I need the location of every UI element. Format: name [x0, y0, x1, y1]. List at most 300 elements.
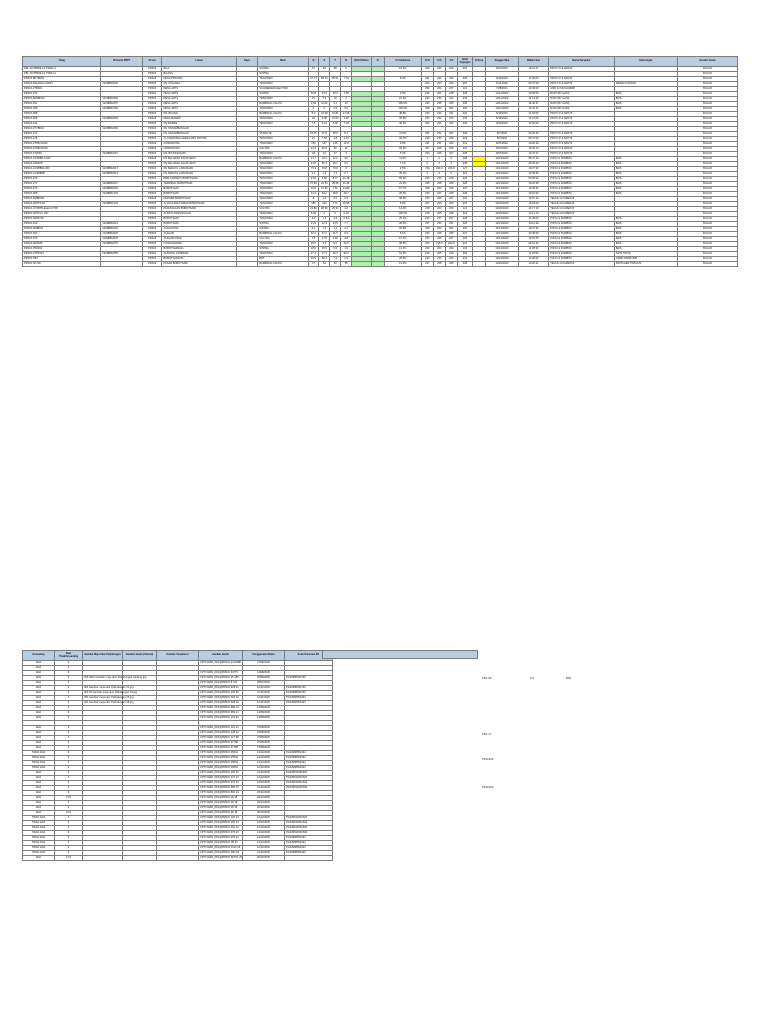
table-cell: 222	[433, 207, 445, 212]
table-cell: 88	[330, 67, 341, 72]
table-cell: RUDI (BY HANI)	[549, 97, 614, 102]
table-cell: 0	[55, 836, 83, 841]
table-cell: 230	[421, 232, 433, 237]
table-cell: 0	[433, 157, 445, 162]
table-cell: 14.7%	[384, 237, 421, 242]
table-cell: 9.6	[341, 157, 352, 162]
table-cell: BULAN	[677, 147, 737, 152]
table-cell: PRSOI-CO38B0B	[23, 172, 101, 177]
table-cell: 27.38	[308, 182, 319, 187]
table-cell: 234	[421, 237, 433, 242]
table-cell: RUDI (BY HANI)	[549, 102, 614, 107]
table-cell: TRAFINDO	[258, 122, 308, 127]
table-cell: GD38802003	[101, 237, 142, 242]
table-cell	[83, 856, 123, 861]
table-cell: 8/27/2020	[486, 67, 519, 72]
table-cell: 221	[457, 147, 472, 152]
table-cell: 8.77	[330, 177, 341, 182]
table-cell: 190	[319, 202, 330, 207]
table-cell: CPTI KEBJ_IR\4@PRSOI 190 23	[199, 816, 243, 821]
table-cell: DS. PESAMBANGAN	[162, 127, 236, 132]
table-cell: PRSOI	[142, 112, 162, 117]
table-cell: TEGUH & FAREIS B	[549, 197, 614, 202]
table-cell: BOBOTSARI	[162, 222, 236, 227]
table-cell: GD38802029	[101, 187, 142, 192]
table-cell: TLAGAB	[162, 232, 236, 237]
table-cell: SINTRA	[258, 67, 308, 72]
table-cell: 27/08/2020	[243, 736, 285, 741]
table-cell: 70.0	[330, 167, 341, 172]
table-cell: 10:47:17	[518, 152, 549, 157]
table-cell: 28.1%	[384, 147, 421, 152]
table-cell: PIPJU & RURBINI	[549, 222, 614, 227]
table-cell: PRSOI	[142, 197, 162, 202]
table-cell: BULAN	[677, 212, 737, 217]
table-cell: IDX 02 Gambar meja ukur Pelindungan 01.jpg	[84, 691, 138, 695]
table-cell: PRSOI	[142, 187, 162, 192]
table-cell: 10:45:09	[518, 87, 549, 92]
table-cell: 0.08	[330, 122, 341, 127]
table-cell: BULAN	[677, 202, 737, 207]
table-cell: 228	[457, 182, 472, 187]
table-cell: 24.53	[319, 182, 330, 187]
table-cell: PRSOI-190	[23, 222, 101, 227]
table-cell: PRSOI	[142, 257, 162, 262]
column-header: % Unbalance	[384, 57, 421, 67]
table-cell: 14.36	[319, 187, 330, 192]
table-cell: BULAN	[677, 197, 737, 202]
table-cell: PRSOI	[142, 157, 162, 162]
table-cell: 0	[319, 107, 330, 112]
table-cell: 148	[330, 142, 341, 147]
gardu-measurement-table	[22, 56, 738, 267]
table-cell: 0	[55, 741, 83, 746]
table-cell: 0	[55, 681, 83, 686]
table-cell: 36.0	[341, 252, 352, 257]
table-cell: 12/12/2020	[243, 781, 285, 786]
table-cell: 85.44	[319, 77, 330, 82]
table-cell: 221	[457, 207, 472, 212]
table-cell: 1.1	[330, 172, 341, 177]
side-note: KBL-03	[482, 676, 492, 680]
table-cell: 228	[433, 262, 445, 267]
table-cell: 28.3%	[384, 192, 421, 197]
table-cell: PRSOI-276	[23, 187, 101, 192]
table-cell: DS SERAYU LARANGAN	[162, 167, 236, 172]
table-cell: 221	[433, 92, 445, 97]
table-cell: 10:07:10	[518, 197, 549, 202]
table-cell: CPTI KEBJ_IR\4@PRSOI 08 18	[199, 811, 243, 816]
column-header: R	[308, 57, 319, 67]
table-cell: 50.1	[319, 162, 330, 167]
table-cell: 0	[55, 736, 83, 741]
table-cell: 236	[421, 92, 433, 97]
table-cell: 8	[341, 167, 352, 172]
table-cell: 0	[55, 766, 83, 771]
table-cell: BULAN	[677, 242, 737, 247]
table-cell: TRAFINDO	[258, 77, 308, 82]
side-note: PDN/103	[482, 785, 494, 789]
table-cell: 228	[457, 132, 472, 137]
table-cell: BOBOTSARI	[162, 192, 236, 197]
table-cell: 11:27:09	[518, 117, 549, 122]
table-cell: PRSOI-FTRB 01002	[23, 142, 101, 147]
table-cell: 0	[55, 776, 83, 781]
table-cell: ADA	[23, 736, 55, 741]
table-cell: 47	[308, 262, 319, 267]
table-cell: 8/27/2020	[486, 142, 519, 147]
column-header: Gambar Gardu (Ukuran)	[123, 651, 157, 661]
table-cell: 13.82	[341, 187, 352, 192]
table-cell: TRAFINDO	[258, 97, 308, 102]
table-cell: 0	[55, 846, 83, 851]
table-cell: 18	[330, 97, 341, 102]
table-cell: 0	[55, 666, 83, 671]
table-cell: PRSOI-TB3	[23, 257, 101, 262]
table-cell: TRAFINDO	[258, 172, 308, 177]
table-cell: 186	[308, 202, 319, 207]
table-cell: CPTI KEBJ_IR\4@PRSOI 18 18	[199, 796, 243, 801]
table-cell: 26.1%	[384, 217, 421, 222]
table-cell: 231	[457, 87, 472, 92]
table-cell: ADA	[23, 686, 55, 691]
table-cell: ADA	[23, 741, 55, 746]
table-cell: 222	[421, 82, 433, 87]
table-cell: SINTRA	[258, 92, 308, 97]
table-cell: 12:40:37	[518, 102, 549, 107]
table-cell: 18.6	[308, 247, 319, 252]
table-cell	[123, 856, 157, 861]
table-cell: 228	[445, 182, 457, 187]
table-cell: 0.5%	[384, 142, 421, 147]
table-cell: 226	[457, 122, 472, 127]
table-cell: BULAN	[677, 252, 737, 257]
table-cell: JL RAYA PANUNGGAN	[162, 212, 236, 217]
table-cell: 218	[445, 177, 457, 182]
table-cell: 57.7%	[384, 187, 421, 192]
table-cell: PRSOI	[142, 77, 162, 82]
table-cell: PRSOI-076	[23, 237, 101, 242]
table-cell: 0	[330, 212, 341, 217]
table-cell: 231	[445, 107, 457, 112]
table-cell: 16	[308, 117, 319, 122]
table-cell: CPTI KEBJ_IR\4@PRSOI 128 22	[199, 731, 243, 736]
table-cell: 38.6%	[384, 197, 421, 202]
table-cell: 227	[445, 197, 457, 202]
table-cell: PRSOI	[142, 67, 162, 72]
table-cell: CPTI KEBJ_IR\4@PRSOI 127 88	[199, 736, 243, 741]
table-cell: 298	[457, 157, 472, 162]
table-cell: 14:13:00	[518, 97, 549, 102]
table-cell: PIPJU & RURBINI	[549, 167, 614, 172]
table-cell: 0	[55, 791, 83, 796]
table-cell: 0	[319, 212, 330, 217]
table-cell: CPTI KEBJ_IR\4@PRSOI 05064	[199, 756, 243, 761]
table-cell	[101, 262, 142, 267]
table-cell: 229	[421, 187, 433, 192]
table-cell: GD38802000	[101, 97, 142, 102]
table-cell: 233	[433, 177, 445, 182]
table-cell: 48.0	[330, 132, 341, 137]
table-cell: PRIYO P & ARIF B	[549, 142, 614, 147]
table-cell: CPTI KEBJ_IR\4@PRSOI 123 21	[199, 726, 243, 731]
table-cell: TRAFINDO	[258, 152, 308, 157]
column-header: % Drop	[473, 57, 486, 67]
table-cell: 3.1	[308, 172, 319, 177]
table-cell: 228	[445, 192, 457, 197]
table-cell: 11:40:09	[518, 122, 549, 127]
table-cell: TRAFINDO	[258, 197, 308, 202]
table-cell: 6.38	[319, 117, 330, 122]
table-cell: 11:49:05	[518, 77, 549, 82]
table-cell: PG23951163C841	[285, 776, 333, 781]
table-cell: 48.8%	[384, 112, 421, 117]
table-cell: 233	[433, 97, 445, 102]
table-cell: 51.45	[308, 132, 319, 137]
table-cell: 13.5	[330, 222, 341, 227]
table-cell: GD38802020	[101, 232, 142, 237]
table-cell: TIDAK ADA	[23, 761, 55, 766]
table-cell: PRSOI-FTYB001	[23, 127, 101, 132]
table-cell: 10:27:30	[518, 227, 549, 232]
table-cell: PRSOI-SMB0002	[23, 197, 101, 202]
table-cell: 223	[433, 82, 445, 87]
table-cell: 8/7/2020	[486, 137, 519, 142]
table-cell: ADA	[23, 796, 55, 801]
table-cell: 233	[421, 152, 433, 157]
table-cell: 226	[421, 252, 433, 257]
table-cell: 7.1%	[384, 162, 421, 167]
table-cell: 233	[421, 97, 433, 102]
table-cell: ADA	[23, 696, 55, 701]
table-cell: TLAGAB KIDUL	[162, 237, 236, 242]
table-cell: 1	[421, 157, 433, 162]
table-cell: BAIK	[614, 102, 677, 107]
table-cell: 12/12/2020	[243, 776, 285, 781]
table-cell: TLAGAYASA	[162, 227, 236, 232]
table-cell: PRSOI	[142, 252, 162, 257]
table-cell: PRSOI-028	[23, 107, 101, 112]
table-cell: TRAFINDO	[258, 212, 308, 217]
table-cell: BAIK	[614, 237, 677, 242]
table-cell: KBL-SGTB006-13-TSB12-1	[23, 67, 101, 72]
table-cell: CPTI KEBJ_IR\4@PRSOI 05064	[199, 761, 243, 766]
table-cell: 226	[445, 137, 457, 142]
table-cell: SINTRA	[258, 247, 308, 252]
table-cell: IDX Gambar meja ukur Pelindungan 08.jpg	[84, 701, 134, 705]
table-cell: 231	[457, 257, 472, 262]
table-cell: 231	[445, 132, 457, 137]
table-cell: 223	[433, 67, 445, 72]
table-cell: 17.3	[319, 252, 330, 257]
table-cell: 223	[445, 147, 457, 152]
table-cell: 228	[457, 217, 472, 222]
table-cell: 233	[445, 122, 457, 127]
table-cell: 10	[308, 137, 319, 142]
table-cell: 233	[421, 177, 433, 182]
table-cell: 235	[433, 102, 445, 107]
table-cell: PRSOI-SFT01	[23, 262, 101, 267]
grounding-photo-table	[22, 650, 333, 861]
table-cell: GD38802000	[101, 127, 142, 132]
column-header: R-N	[421, 57, 433, 67]
column-header: T	[330, 57, 341, 67]
table-cell	[285, 856, 333, 861]
table-cell: BULAN	[677, 107, 737, 112]
table-cell: BULAN	[677, 167, 737, 172]
table-cell: 0	[421, 172, 433, 177]
column-header: Waktu Ukur	[518, 57, 549, 67]
table-cell: 5.5%	[384, 202, 421, 207]
column-header: Gambar Gardu	[199, 651, 243, 661]
table-cell: PG23958052434	[285, 851, 333, 856]
table-cell: DESA JATIS	[162, 92, 236, 97]
table-cell: 14/08/2020	[243, 706, 285, 711]
table-cell: PG23951163C841	[285, 831, 333, 836]
table-cell: 11.0%	[384, 132, 421, 137]
table-cell: 218	[421, 207, 433, 212]
table-cell: 13.2%	[384, 262, 421, 267]
table-cell: 61.8	[319, 147, 330, 152]
table-cell: TRAFINDO	[258, 107, 308, 112]
table-cell: TRAFINDO	[258, 192, 308, 197]
table-cell: 231	[445, 227, 457, 232]
table-cell: TRAFINDO	[258, 182, 308, 187]
table-cell: RIBA KAMARTI BOBOTSARI	[162, 177, 236, 182]
table-cell: PRSOI-089	[23, 117, 101, 122]
table-cell: TRAFINDO	[258, 177, 308, 182]
table-cell: PRSOI-123	[23, 132, 101, 137]
table-cell: BULAN	[677, 222, 737, 227]
table-cell: BAIK	[614, 187, 677, 192]
table-cell: 0.01	[55, 811, 83, 816]
table-cell: 1.9	[341, 247, 352, 252]
table-cell: GD38802013	[101, 172, 142, 177]
table-cell: GD38802021	[101, 222, 142, 227]
table-cell: BAMBANG CAHYA	[258, 232, 308, 237]
table-cell: 2.09	[330, 237, 341, 242]
table-cell: 0	[55, 711, 83, 716]
table-cell: 233	[433, 187, 445, 192]
table-cell: BAIK	[614, 217, 677, 222]
table-cell: 4.34	[341, 137, 352, 142]
table-cell: 225	[457, 177, 472, 182]
table-cell: 147	[319, 142, 330, 147]
table-cell: ADA	[23, 801, 55, 806]
table-cell: 24.08	[319, 112, 330, 117]
table-cell: 8	[308, 197, 319, 202]
table-cell: 20/12/2020	[243, 806, 285, 811]
table-cell: 150	[308, 142, 319, 147]
table-cell: PG23958052434	[285, 701, 333, 706]
table-cell: 15.2%	[384, 67, 421, 72]
table-cell: TIDAK ADA	[23, 836, 55, 841]
table-cell: 20/12/2020	[243, 811, 285, 816]
table-cell: TEGUH & FAREIS B	[549, 202, 614, 207]
table-cell: 12/12/2020	[243, 826, 285, 831]
table-cell: 231	[433, 142, 445, 147]
table-cell: 12/13/2020	[486, 182, 519, 187]
table-cell: 228	[433, 232, 445, 237]
bottom-header-extension	[322, 650, 478, 659]
column-header: Grounding	[23, 651, 55, 661]
table-cell: BAMBANG CAHYA	[258, 157, 308, 162]
table-cell: PRSOI	[142, 117, 162, 122]
table-cell: 226	[433, 152, 445, 157]
table-cell: 10.28	[341, 182, 352, 187]
table-cell: SINTRA	[258, 227, 308, 232]
table-cell: 12/20/2020	[486, 197, 519, 202]
table-cell: 0	[55, 691, 83, 696]
table-cell: PRSOI	[142, 177, 162, 182]
table-cell: 6.9	[341, 232, 352, 237]
table-cell: PIPJU & RURBINI	[549, 172, 614, 177]
table-cell: 12/12/2020	[243, 851, 285, 856]
table-cell: 24.3%	[384, 182, 421, 187]
table-cell: PG23951163C841	[285, 821, 333, 826]
table-cell: PIPJU & RURBINI	[549, 162, 614, 167]
table-cell: 2.78	[319, 237, 330, 242]
column-header: Kondisi Gardu	[677, 57, 737, 67]
table-cell: 3.1	[341, 227, 352, 232]
bottom-table-header-row	[23, 651, 333, 661]
table-cell: 0	[55, 676, 83, 681]
table-cell: BAIK	[614, 182, 677, 187]
table-cell: 12	[341, 147, 352, 152]
table-cell: CANDI MARIMI	[162, 242, 236, 247]
table-cell: PRSOI	[142, 167, 162, 172]
table-cell: BAIK	[614, 222, 677, 227]
table-cell: 85.01	[330, 77, 341, 82]
table-cell: PRSOI	[142, 102, 162, 107]
table-cell: 14.0%	[384, 207, 421, 212]
table-cell: TIDAK ADA	[23, 831, 55, 836]
table-cell: ADA	[23, 776, 55, 781]
table-cell: 220.8	[445, 242, 457, 247]
table-cell: PRSOI	[142, 172, 162, 177]
table-cell: PRSOI-FTB001	[23, 87, 101, 92]
table-cell: ADA	[23, 671, 55, 676]
table-cell: 228	[457, 92, 472, 97]
table-cell: 209	[457, 77, 472, 82]
table-cell: PG23951163C841	[285, 771, 333, 776]
table-cell: BAIK	[614, 242, 677, 247]
table-cell: 228	[433, 182, 445, 187]
table-cell: 12/12/2020	[243, 761, 285, 766]
table-cell: 0	[55, 816, 83, 821]
table-cell: 0	[55, 731, 83, 736]
column-header: S-N	[433, 57, 445, 67]
table-cell: 12/13/2020	[486, 192, 519, 197]
table-cell: PRIYO P & ARIF B	[549, 147, 614, 152]
table-cell: ADA	[23, 661, 55, 666]
column-header: Gambar Meja Ukur Pelindungan	[83, 651, 123, 661]
table-cell: 229	[433, 202, 445, 207]
table-cell: 7.76	[341, 77, 352, 82]
table-cell: TIDAK ADA	[23, 841, 55, 846]
column-header: Posisi	[142, 57, 162, 67]
table-cell: PRSOI-272	[23, 182, 101, 187]
table-cell: 225	[445, 102, 457, 107]
table-cell: BULAN	[677, 97, 737, 102]
table-cell: 224	[457, 202, 472, 207]
table-cell: 234	[433, 222, 445, 227]
table-cell: 27/08/2020	[243, 746, 285, 751]
table-cell: 10:32:14	[518, 147, 549, 152]
table-cell: 7.52	[319, 137, 330, 142]
table-cell: TIDAK ADA	[23, 851, 55, 856]
table-cell: PRSOI-SMTFK18	[23, 202, 101, 207]
